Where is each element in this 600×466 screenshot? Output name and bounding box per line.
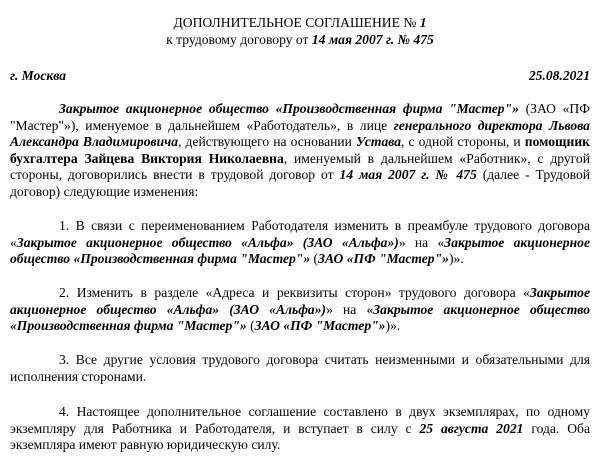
item-1-text-3: ( (310, 251, 319, 266)
intro-text-4: , именуемый в дальнейшем «Работник», с другой стороны, договорились внести в трудовой договор от (10, 150, 590, 182)
item-4-text-1: 4. Настоящее дополнительное соглашение составлено в двух экземплярах, по одному экземпляру для Работника и Работодателя, и вступает в силу с (10, 404, 590, 436)
subtitle-contract: 14 мая 2007 г. № 475 (311, 32, 434, 47)
item-1-old-name: Закрытое акционерное общество «Альфа» (ЗАО «Альфа») (16, 234, 399, 250)
item-4 (10, 404, 590, 454)
intro-director: генерального директора Львова Александра Владимировича (10, 117, 590, 149)
item-1-new-name: Закрытое акционерное общество «Производственная фирма "Мастер"» (10, 234, 590, 266)
intro-company-short: (ЗАО «ПФ "Мастер"») (10, 101, 590, 133)
item-1-text-4: )». (448, 251, 464, 266)
intro-paragraph (10, 101, 590, 200)
item-2-text-2: » на « (326, 301, 374, 317)
intro-company: Закрытое акционерное общество «Производственная фирма "Мастер"» (59, 101, 519, 116)
item-4-text-2: года. Оба экземпляра имеют равную юридическую силу. (10, 420, 590, 452)
document-subtitle (0, 32, 600, 49)
item-1 (10, 218, 590, 268)
item-2-text-4: )». (385, 318, 401, 333)
intro-charter: Устава (356, 134, 402, 149)
item-1-text-1: 1. В связи с переименованием Работодателя изменить в преамбуле трудового договора « (10, 218, 590, 250)
item-1-text-2: » на « (398, 234, 445, 250)
title-number: 1 (419, 15, 427, 30)
item-2-new-name: Закрытое акционерное общество «Производственная фирма "Мастер"» (10, 301, 590, 333)
subtitle-text: к трудовому договору от (166, 32, 312, 47)
place-date-row (10, 68, 590, 85)
item-2-new-short: ЗАО «ПФ "Мастер"» (254, 318, 386, 333)
intro-text-1: , именуемое в дальнейшем «Работодатель», в лице (75, 117, 394, 133)
item-2 (10, 285, 590, 335)
item-3 (10, 352, 590, 385)
item-2-old-name: Закрытое акционерное общество «Альфа» (ЗАО «Альфа») (10, 285, 590, 317)
intro-text-3: , с одной стороны, и (401, 134, 525, 149)
item-1-new-short: ЗАО «ПФ "Мастер"» (318, 251, 449, 266)
intro-text-2: , действующего на основании (178, 134, 357, 149)
document-title (0, 15, 600, 32)
item-2-text-1: 2. Изменить в разделе «Адреса и реквизиты сторон» трудового договора « (59, 285, 530, 300)
item-3-text: 3. Все другие условия трудового договора считать неизменными и обязательными для исполнения сторонами. (10, 352, 590, 384)
title-text: ДОПОЛНИТЕЛЬНОЕ СОГЛАШЕНИЕ № (173, 15, 420, 30)
date: 25.08.2021 (528, 68, 590, 83)
intro-contract: 14 мая 2007 г. № 475 (339, 167, 477, 182)
intro-text-5: (далее - Трудовой договор) следующие изменения: (10, 167, 591, 199)
city: г. Москва (10, 68, 67, 83)
item-4-date: 25 августа 2021 (419, 420, 524, 436)
intro-employee: помощник бухгалтера Зайцева Виктория Николаевна (10, 134, 590, 166)
item-2-text-3: ( (246, 318, 255, 333)
